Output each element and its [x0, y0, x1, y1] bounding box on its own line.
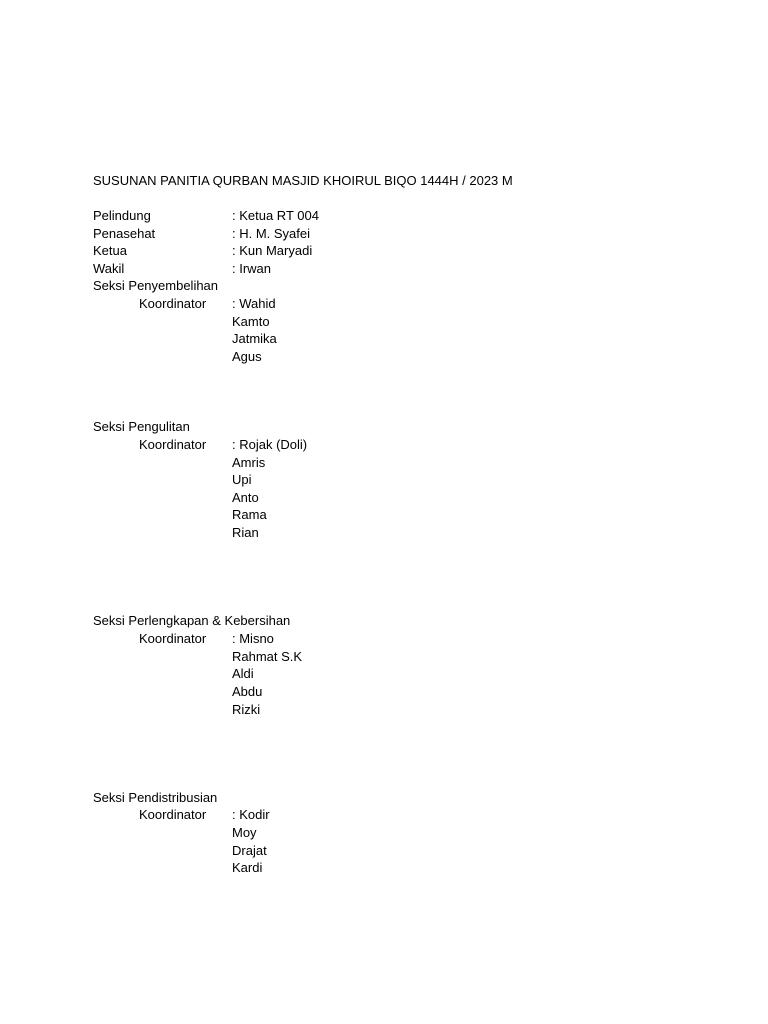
- coordinator-label: Koordinator: [139, 807, 207, 822]
- coordinator-name: : Wahid: [232, 296, 276, 311]
- member-name: Aldi: [232, 666, 254, 681]
- coordinator-name: : Misno: [232, 631, 274, 646]
- member-name: Agus: [232, 349, 262, 364]
- officer-role-penasehat: Penasehat: [93, 226, 156, 241]
- member-name: Rizki: [232, 702, 261, 717]
- coordinator-label: Koordinator: [139, 437, 207, 452]
- section-heading-penyembelihan: Seksi Penyembelihan: [93, 278, 219, 293]
- coordinator-label: Koordinator: [139, 296, 207, 311]
- member-name: Kardi: [232, 860, 263, 875]
- member-name: Kamto: [232, 314, 270, 329]
- officer-value-penasehat: : H. M. Syafei: [232, 226, 311, 241]
- coordinator-label: Koordinator: [139, 631, 207, 646]
- coordinator-name: : Kodir: [232, 807, 270, 822]
- member-name: Rahmat S.K: [232, 649, 303, 664]
- document-title: SUSUNAN PANITIA QURBAN MASJID KHOIRUL BIQO 1444H / 2023 M: [93, 173, 513, 188]
- officer-value-pelindung: : Ketua RT 004: [232, 208, 319, 223]
- member-name: Upi: [232, 472, 252, 487]
- coordinator-name: : Rojak (Doli): [232, 437, 308, 452]
- section-heading-pendistribusian: Seksi Pendistribusian: [93, 790, 218, 805]
- member-name: Moy: [232, 825, 257, 840]
- member-name: Abdu: [232, 684, 263, 699]
- section-heading-pengulitan: Seksi Pengulitan: [93, 419, 190, 434]
- member-name: Rian: [232, 525, 259, 540]
- member-name: Amris: [232, 455, 266, 470]
- member-name: Anto: [232, 490, 259, 505]
- member-name: Rama: [232, 507, 267, 522]
- officer-value-wakil: : Irwan: [232, 261, 272, 276]
- officer-role-pelindung: Pelindung: [93, 208, 151, 223]
- officer-role-ketua: Ketua: [93, 243, 127, 258]
- member-name: Jatmika: [232, 331, 277, 346]
- officer-role-wakil: Wakil: [93, 261, 125, 276]
- section-heading-perlengkapan-kebersihan: Seksi Perlengkapan & Kebersihan: [93, 613, 291, 628]
- member-name: Drajat: [232, 843, 267, 858]
- officer-value-ketua: : Kun Maryadi: [232, 243, 313, 258]
